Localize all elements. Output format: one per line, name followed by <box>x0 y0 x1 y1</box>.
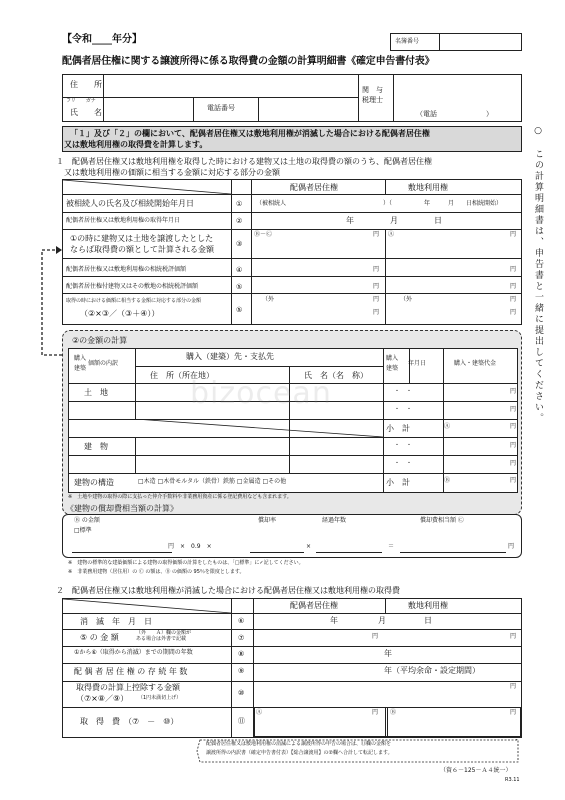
yen-2a: 円 <box>373 231 380 238</box>
outside-a: （外 <box>262 296 275 303</box>
form-number: （資６－125－Ａ４統一） <box>440 767 512 774</box>
land-yen-2: 円 <box>510 406 517 413</box>
sec1-title-1: １ 配偶者居住権又は敷地利用権を取得した時における建物又は土地の取得費の額のうち、配偶者居住権 <box>56 157 432 166</box>
s2-a-mark: Ⓐ <box>256 709 263 716</box>
year-label: 【令和____年分】 <box>62 34 142 45</box>
depr-f2: × <box>306 543 312 550</box>
sub-yen-2: 円 <box>510 477 517 484</box>
bldg-entries[interactable] <box>136 438 376 472</box>
decedent-prefix: （被相続人 <box>256 200 287 207</box>
sub-yen-1: 円 <box>510 423 517 430</box>
note-1: ※ 土地や建物の取得の際に支払った仲介手数料や非業務用資産に係る登記費用なども含まれます。 <box>68 494 292 500</box>
sec2-r4: 配 偶 者 居 住 権 の 存 続 年 数 <box>74 667 188 676</box>
tax-accountant-label-2: 税理士 <box>362 96 383 104</box>
struct-options[interactable]: □木造 □木骨モルタル（鉄骨）鉄筋 □金属造 □その他 <box>138 478 287 485</box>
h-kind1: 購入 <box>74 355 87 362</box>
h-name: 氏 名（名 称） <box>304 371 368 380</box>
phone-field[interactable] <box>260 98 355 120</box>
circle-s2-8: ⑧ <box>238 650 245 658</box>
depr-years: 経過年数 <box>322 517 347 524</box>
yen-3b: 円 <box>510 266 517 273</box>
acq-year: 年 <box>346 216 354 225</box>
land-date-1: ・ ・ <box>394 388 413 395</box>
circle-2: ② <box>236 217 243 225</box>
sec2-r5a: 取得費の計算上控除する金額 <box>76 683 180 692</box>
row-spouse-value: 配偶者居住権又は敷地利用権の相続税評価額 <box>66 266 187 273</box>
struct-label: 建物の構造 <box>74 478 114 487</box>
h-price: 購入・建築代金 <box>454 360 497 367</box>
circle-s2-7: ⑦ <box>238 634 245 642</box>
a-mark-1: Ⓐ <box>444 423 451 430</box>
sec2-diagonal <box>63 599 231 613</box>
row-portion-2: （②×③／（③＋④）） <box>80 309 160 318</box>
row-acq-cost-2: ならば取得費の額として計算される金額 <box>70 245 214 254</box>
sec2-col-spouse: 配偶者居住権 <box>290 601 338 610</box>
h-kind4: 建築 <box>386 365 399 372</box>
row-acquired-date: 配偶者居住権又は敷地利用権の取得年月日 <box>66 217 181 224</box>
tax-accountant-label-1: 関 与 <box>362 86 383 94</box>
sec2-r5b: （⑦×⑧／⑨） <box>76 694 129 703</box>
subtotal-1: 小 計 <box>386 424 410 433</box>
h-addr: 住 所（所在地） <box>150 371 214 380</box>
row-building-value: 配偶者居住権付建物又はその敷地の相続税評価額 <box>66 283 199 290</box>
h-div: 価額の内訳 <box>88 360 119 367</box>
decedent-year: 年 <box>424 200 431 207</box>
land-yen-1: 円 <box>510 388 517 395</box>
yen-4b: 円 <box>510 283 517 290</box>
s2-day: 日 <box>424 616 432 625</box>
sec2-r2: ⑤ の 金 額 <box>80 633 119 642</box>
b-mark-1: Ⓑ <box>444 477 451 484</box>
bldg-yen-1: 円 <box>510 442 517 449</box>
yen-5a: 円 <box>373 296 380 303</box>
address-label: 住 所 <box>70 80 102 89</box>
b-minus-c: Ⓑ－Ⓒ <box>254 231 273 238</box>
bldg-label: 建 物 <box>84 442 108 451</box>
sec2-title: ２ 配偶者居住権又は敷地利用権が消滅した場合における配偶者居住権又は敷地利用権の取得費 <box>56 586 400 595</box>
footer-line-2: 譲渡所得の内訳書（確定申告書付表）【総合譲渡用】の②欄へ合計して転記します。 <box>206 750 393 756</box>
subtotal-diagonal <box>135 419 383 437</box>
row-decedent: 被相続人の氏名及び相続開始年月日 <box>66 199 194 208</box>
row-acq-cost-1: ①の時に建物又は土地を譲渡したとした <box>70 234 214 243</box>
calc-title: ②の金額の計算 <box>72 336 128 345</box>
s2-nen-9: 年（平均余命・設定期間） <box>384 666 480 675</box>
s2-year: 年 <box>330 616 338 625</box>
h-buy: 購入（建築）先・支払先 <box>186 352 274 361</box>
s2-yen-11a: 円 <box>372 709 379 716</box>
form-version: R3.11 <box>505 777 520 783</box>
number-label: 名簿番号 <box>395 38 420 45</box>
outside-b: （外 <box>400 296 413 303</box>
circle-4: ④ <box>236 266 243 274</box>
sec2-col-land: 敷地利用権 <box>408 601 448 610</box>
circle-s2-10: ⑩ <box>238 689 245 697</box>
note-3: ※ 非業務用建物（居住用）の Ⓒ の額は、Ⓑ の価額の 95％を限度とします。 <box>68 569 245 575</box>
col-spouse: 配偶者居住権 <box>290 183 338 192</box>
sec1-title-2: 又は敷地利用権の価額に相当する金額に対応する部分の金額 <box>64 168 280 177</box>
yen-3a: 円 <box>373 266 380 273</box>
result-box-b <box>387 707 521 737</box>
accountant-phone[interactable]: （電話 ） <box>416 110 493 118</box>
circle-s2-6: ⑥ <box>238 617 245 625</box>
depr-amt: 償却費相当額 Ⓒ <box>420 517 464 524</box>
acq-day: 日 <box>434 216 442 225</box>
circle-3: ③ <box>236 240 243 248</box>
watermark-logo: bizocean <box>190 376 332 411</box>
intro-line-2: 又は敷地利用権の取得費を計算します。 <box>64 140 208 149</box>
extinct-date-field[interactable] <box>254 613 520 628</box>
depr-f1: 円 × 0.9 × <box>168 543 212 550</box>
depr-b-label: Ⓑ の金額 <box>74 517 100 524</box>
circle-5: ⑤ <box>236 283 243 291</box>
header-diagonal <box>63 180 231 194</box>
yen-2b: 円 <box>510 231 517 238</box>
sec2-r5s: （1円未満切上げ） <box>138 695 182 701</box>
name-label: 氏 名 <box>70 108 102 117</box>
circle-1: ① <box>236 200 243 208</box>
a-mark: Ⓐ <box>388 231 395 238</box>
land-label: 土 地 <box>84 388 108 397</box>
s2-yen-7a: 円 <box>372 633 379 640</box>
circle-s2-11: ⑪ <box>238 717 245 725</box>
decedent-day: 日相続開始） <box>466 200 503 207</box>
subtotal-2: 小 計 <box>386 478 410 487</box>
result-box-a <box>254 707 388 737</box>
land-date-2: ・ ・ <box>394 406 413 413</box>
s2-month: 月 <box>378 616 386 625</box>
circle-6: ⑤ <box>236 306 243 314</box>
note-2: ※ 建物の標準的な建築価額による建物の取得価額の計算をしたものは、「□標準」に✓記してください。 <box>68 560 304 566</box>
depr-std[interactable]: □標準 <box>74 527 92 534</box>
footer-line-1: 配偶者居住権又は敷地利用権の消滅による譲渡所得の申告の場合は、⑪欄の金額を <box>206 741 392 747</box>
yen-5d: 円 <box>510 309 517 316</box>
acq-date-field[interactable] <box>252 212 520 228</box>
depr-title: 《建物の償却費相当額の計算》 <box>66 504 178 513</box>
decedent-close: ）（ <box>383 200 393 207</box>
name-ruby: フリ ガナ <box>66 98 96 104</box>
sec2-r2-small: （外 Ａ）欄の金額が ある場合は外書で記載 <box>136 630 192 642</box>
sec2-r6: 取 得 費 （⑦ － ⑩） <box>80 717 179 726</box>
h-kind3: 購入 <box>386 355 399 362</box>
name-field[interactable] <box>104 98 192 120</box>
bldg-date-2: ・ ・ <box>394 460 413 467</box>
depr-f4: 円 <box>508 543 515 550</box>
depr-rate: 償却率 <box>258 517 277 524</box>
address-field[interactable] <box>104 75 356 95</box>
decedent-field[interactable] <box>252 195 520 210</box>
h-date: 年月日 <box>408 360 427 367</box>
sec2-r1: 消 滅 年 月 日 <box>80 617 152 626</box>
depr-f3: ＝ <box>388 543 395 550</box>
acq-month: 月 <box>390 216 398 225</box>
circle-s2-9: ⑨ <box>238 667 245 675</box>
number-box[interactable] <box>390 33 522 51</box>
decedent-month: 月 <box>448 200 455 207</box>
phone-label: 電話番号 <box>207 104 235 112</box>
bldg-yen-2: 円 <box>510 460 517 467</box>
s2-yen-7b: 円 <box>510 633 517 640</box>
s2-yen-10: 円 <box>510 683 517 690</box>
h-kind2: 建築 <box>74 365 87 372</box>
intro-line-1: 「１」及び「２」の欄において、配偶者居住権又は敷地利用権が消滅した場合における配偶者居住権 <box>70 129 430 138</box>
side-instruction: ○ この計算明細書は、申告書と一緒に提出してください。 <box>533 126 543 424</box>
s2-nen-8: 年 <box>384 649 392 658</box>
s2-yen-11b: 円 <box>510 709 517 716</box>
sec2-r3: ①から⑥（取得から消滅）までの期間の年数 <box>74 649 193 656</box>
row-portion-1: 取得の時における価額に相当する金額に対応する部分の金額 <box>66 298 202 304</box>
yen-5c: 円 <box>373 309 380 316</box>
yen-5b: 円 <box>510 296 517 303</box>
s2-b-mark: Ⓑ <box>390 709 397 716</box>
form-title: 配偶者居住権に関する譲渡所得に係る取得費の金額の計算明細書《確定申告書付表》 <box>62 56 435 67</box>
col-land: 敷地利用権 <box>408 183 448 192</box>
bldg-date-1: ・ ・ <box>394 442 413 449</box>
yen-4a: 円 <box>373 283 380 290</box>
